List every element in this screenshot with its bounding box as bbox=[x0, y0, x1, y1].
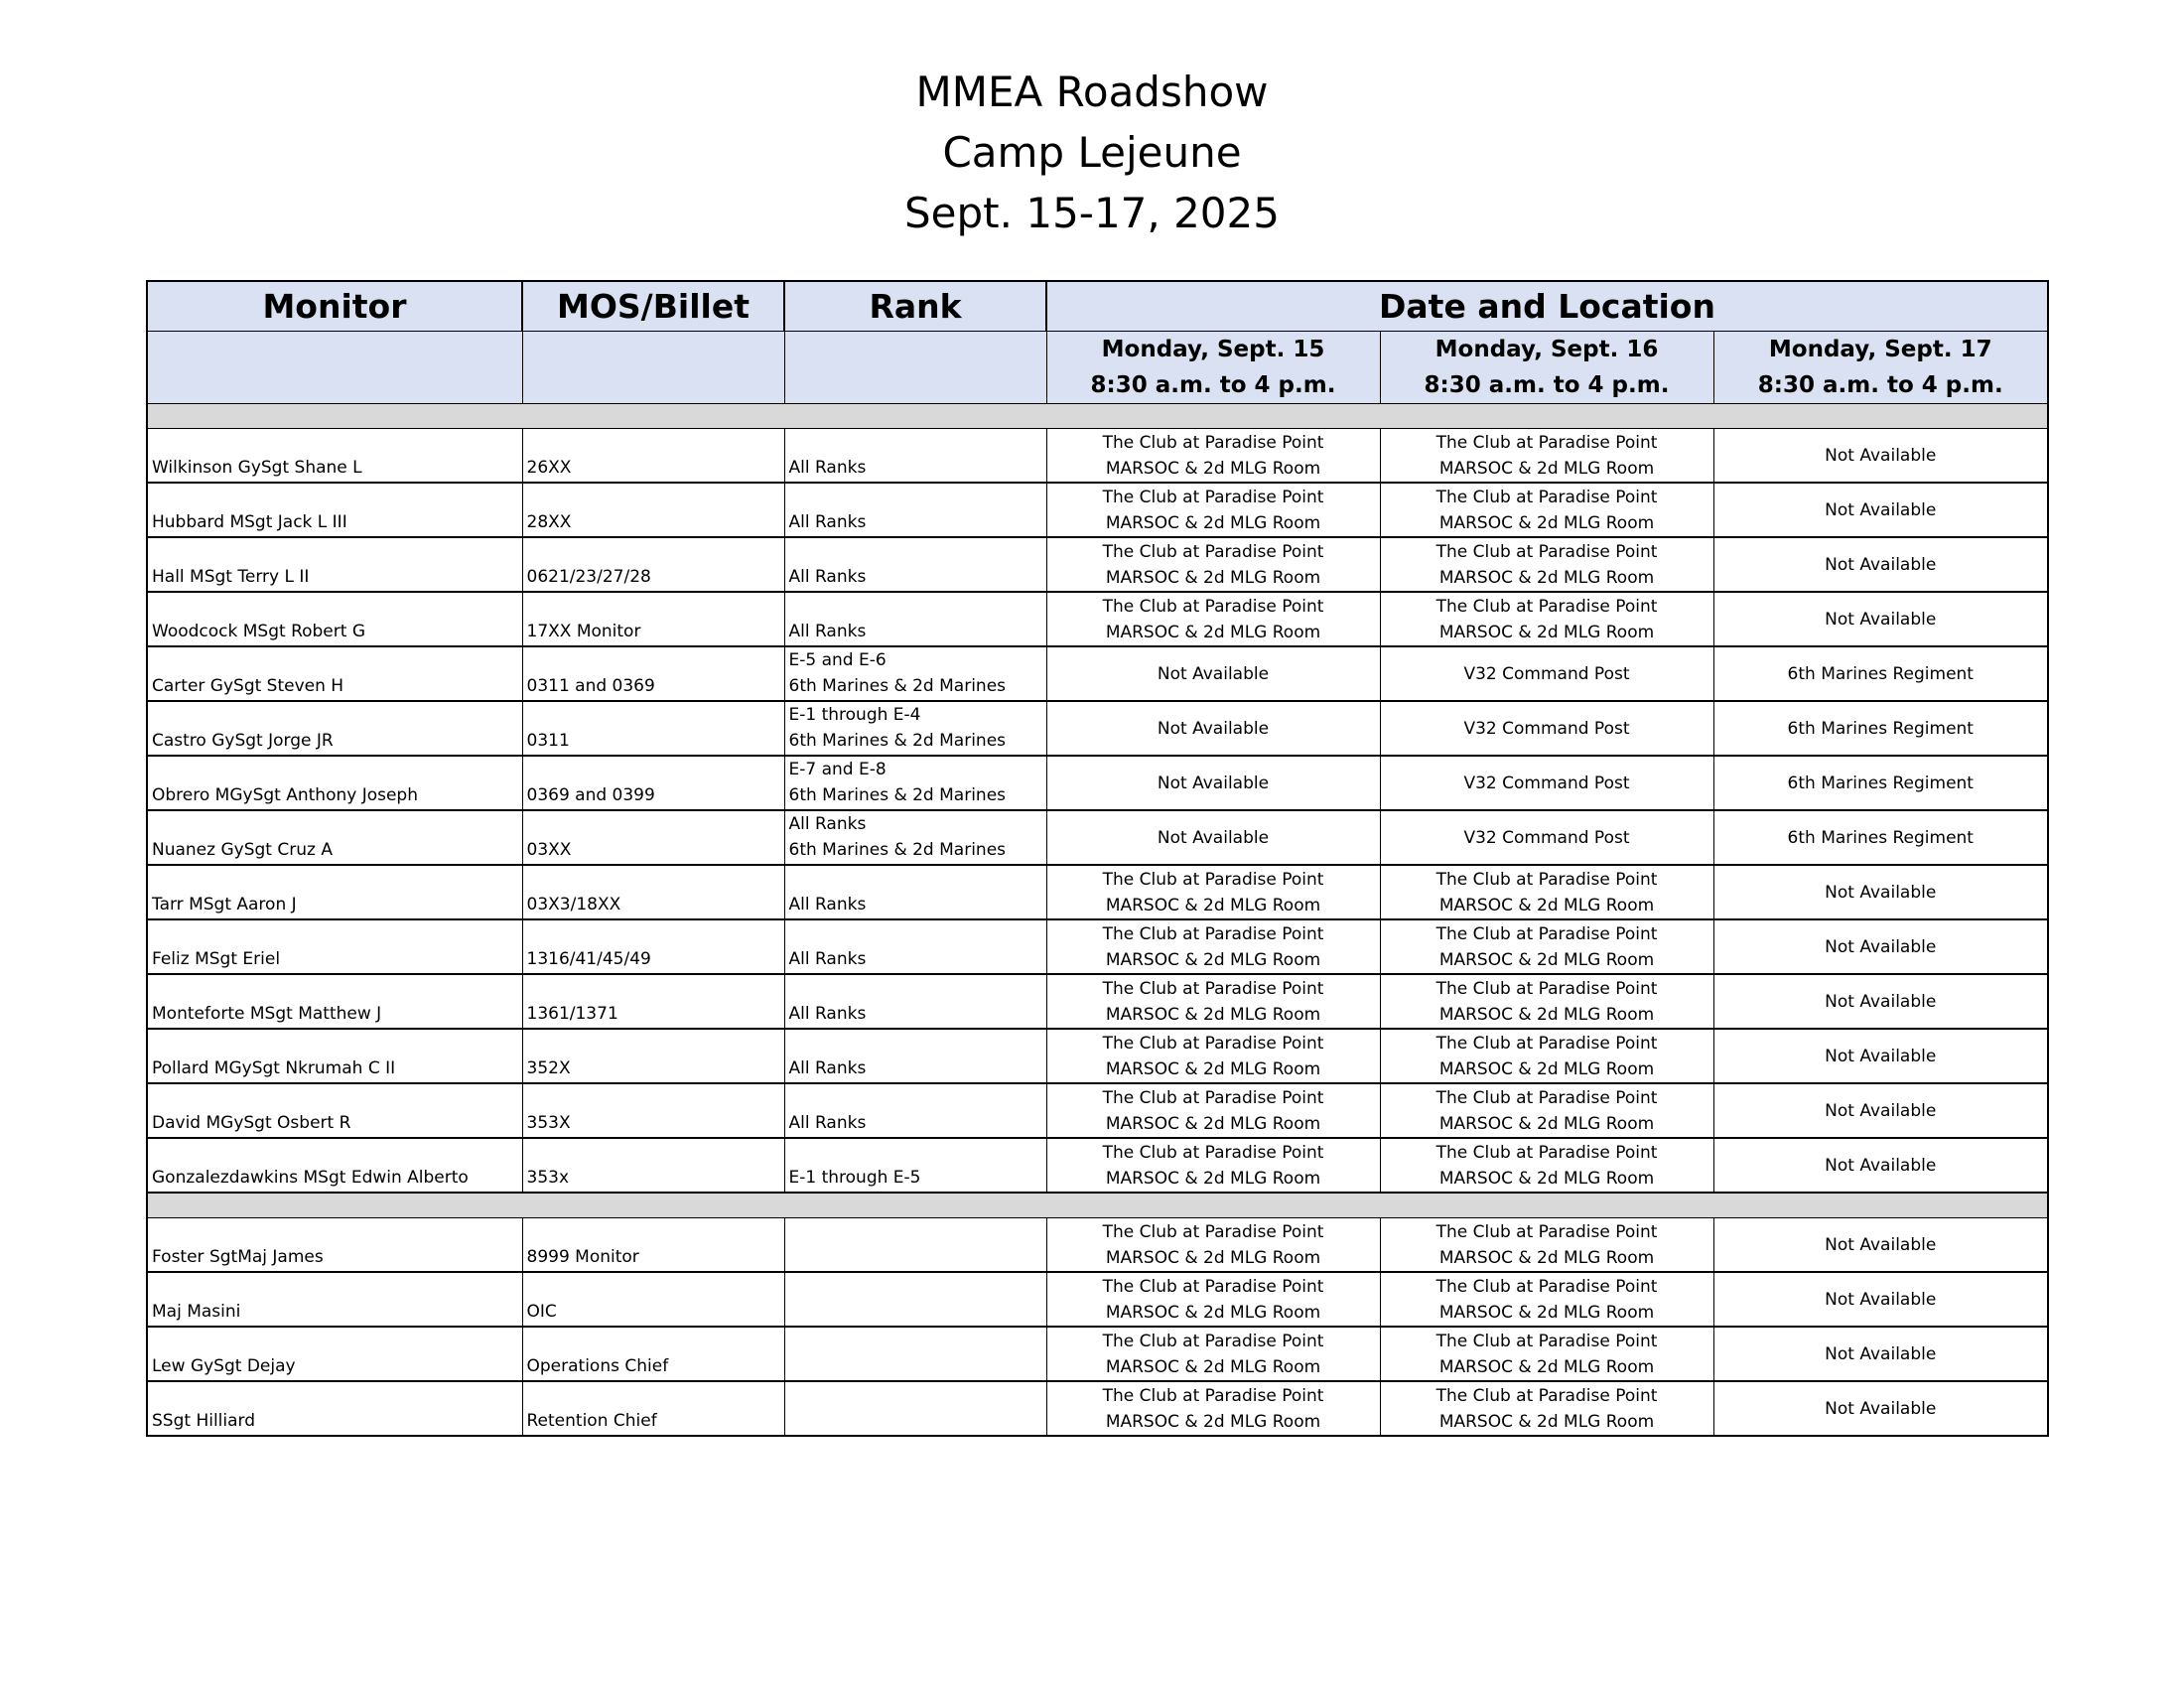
day2-cell bbox=[1380, 429, 1713, 484]
day2-cell bbox=[1380, 756, 1713, 810]
day3-cell bbox=[1713, 1083, 2048, 1138]
rank-cell bbox=[784, 974, 1046, 1029]
table-row bbox=[147, 701, 2048, 756]
day2-cell bbox=[1380, 1029, 1713, 1083]
day3-line: Not Available bbox=[1825, 1234, 1937, 1255]
subheader-blank bbox=[784, 332, 1046, 404]
monitor-cell: Tarr MSgt Aaron J bbox=[147, 865, 522, 919]
day3-line: Not Available bbox=[1825, 991, 1937, 1012]
day1-line-1: Not Available bbox=[1157, 773, 1270, 793]
day2-line-2: MARSOC & 2d MLG Room bbox=[1438, 567, 1655, 588]
rank-cell bbox=[784, 756, 1046, 810]
rank-cell bbox=[784, 592, 1046, 646]
title-event: MMEA Roadshow bbox=[915, 68, 1269, 116]
rank-line-1: All Ranks bbox=[788, 895, 867, 914]
rank-cell bbox=[784, 865, 1046, 919]
day2-line-1: V32 Command Post bbox=[1463, 718, 1630, 739]
monitor-cell: Carter GySgt Steven H bbox=[147, 646, 522, 701]
day3-line: Not Available bbox=[1825, 882, 1937, 903]
day2-cell bbox=[1380, 865, 1713, 919]
day-time: 8:30 a.m. to 4 p.m. bbox=[1424, 372, 1670, 398]
day1-cell bbox=[1046, 756, 1380, 810]
day2-line-1: The Club at Paradise Point bbox=[1435, 1033, 1658, 1054]
rank-cell bbox=[784, 701, 1046, 756]
day2-line-2: MARSOC & 2d MLG Room bbox=[1438, 1113, 1655, 1134]
day2-cell bbox=[1380, 537, 1713, 592]
day1-cell bbox=[1046, 1029, 1380, 1083]
day1-cell bbox=[1046, 1138, 1380, 1193]
rank-cell bbox=[784, 1083, 1046, 1138]
monitor-cell: Hall MSgt Terry L II bbox=[147, 537, 522, 592]
header-date-location: Date and Location bbox=[1046, 281, 2048, 332]
day2-line-1: The Club at Paradise Point bbox=[1435, 1385, 1658, 1406]
day1-line-2: MARSOC & 2d MLG Room bbox=[1105, 949, 1321, 970]
day1-cell bbox=[1046, 646, 1380, 701]
monitor-cell: Gonzalezdawkins MSgt Edwin Alberto bbox=[147, 1138, 522, 1193]
rank-cell bbox=[784, 1272, 1046, 1327]
mos-cell: 353X bbox=[522, 1083, 784, 1138]
day2-line-2: MARSOC & 2d MLG Room bbox=[1438, 1356, 1655, 1377]
day2-line-1: The Club at Paradise Point bbox=[1435, 1276, 1658, 1297]
day1-cell bbox=[1046, 1083, 1380, 1138]
day3-line: 6th Marines Regiment bbox=[1787, 718, 1974, 739]
document-title bbox=[0, 62, 2184, 243]
day2-cell bbox=[1380, 646, 1713, 701]
mos-cell: 1361/1371 bbox=[522, 974, 784, 1029]
day1-line-2: MARSOC & 2d MLG Room bbox=[1105, 458, 1321, 479]
day1-line-2: MARSOC & 2d MLG Room bbox=[1105, 1302, 1321, 1323]
rank-cell bbox=[784, 429, 1046, 484]
day3-cell bbox=[1713, 974, 2048, 1029]
separator-cell bbox=[147, 404, 2048, 429]
day3-cell bbox=[1713, 756, 2048, 810]
rank-cell bbox=[784, 1029, 1046, 1083]
monitor-cell: Pollard MGySgt Nkrumah C II bbox=[147, 1029, 522, 1083]
day1-cell bbox=[1046, 429, 1380, 484]
day1-line-2: MARSOC & 2d MLG Room bbox=[1105, 1004, 1321, 1025]
day3-cell bbox=[1713, 592, 2048, 646]
mos-cell: 03X3/18XX bbox=[522, 865, 784, 919]
day3-line: Not Available bbox=[1825, 554, 1937, 575]
day3-line: Not Available bbox=[1825, 1289, 1937, 1310]
day2-line-2: MARSOC & 2d MLG Room bbox=[1438, 1058, 1655, 1079]
subheader-row bbox=[147, 332, 2048, 404]
day1-cell bbox=[1046, 1327, 1380, 1381]
table-row bbox=[147, 865, 2048, 919]
table-row bbox=[147, 974, 2048, 1029]
day3-line: 6th Marines Regiment bbox=[1787, 663, 1974, 684]
day2-line-1: The Club at Paradise Point bbox=[1435, 923, 1658, 944]
rank-line-1: All Ranks bbox=[788, 512, 867, 532]
monitor-cell: Wilkinson GySgt Shane L bbox=[147, 429, 522, 484]
monitor-cell: Monteforte MSgt Matthew J bbox=[147, 974, 522, 1029]
rank-cell bbox=[784, 1138, 1046, 1193]
schedule-body bbox=[147, 404, 2048, 1437]
day1-cell bbox=[1046, 1272, 1380, 1327]
day2-line-1: V32 Command Post bbox=[1463, 827, 1630, 848]
day3-cell bbox=[1713, 1327, 2048, 1381]
monitor-cell: SSgt Hilliard bbox=[147, 1381, 522, 1436]
day3-cell bbox=[1713, 1029, 2048, 1083]
day2-line-1: The Club at Paradise Point bbox=[1435, 978, 1658, 999]
monitor-cell: Maj Masini bbox=[147, 1272, 522, 1327]
day-time: 8:30 a.m. to 4 p.m. bbox=[1090, 372, 1336, 398]
mos-cell: 0311 bbox=[522, 701, 784, 756]
monitor-cell: Foster SgtMaj James bbox=[147, 1218, 522, 1273]
table-row bbox=[147, 756, 2048, 810]
table-row bbox=[147, 1327, 2048, 1381]
day1-cell bbox=[1046, 1381, 1380, 1436]
day3-cell bbox=[1713, 429, 2048, 484]
day2-line-2: MARSOC & 2d MLG Room bbox=[1438, 1411, 1655, 1432]
monitor-cell: Nuanez GySgt Cruz A bbox=[147, 810, 522, 865]
day2-line-1: The Club at Paradise Point bbox=[1435, 541, 1658, 562]
mos-cell: 28XX bbox=[522, 483, 784, 537]
mos-cell: 03XX bbox=[522, 810, 784, 865]
day1-line-2: MARSOC & 2d MLG Room bbox=[1105, 895, 1321, 915]
day2-line-2: MARSOC & 2d MLG Room bbox=[1438, 1302, 1655, 1323]
day1-line-2: MARSOC & 2d MLG Room bbox=[1105, 1411, 1321, 1432]
rank-line-2: 6th Marines & 2d Marines bbox=[788, 731, 1007, 751]
day-label: Monday, Sept. 16 bbox=[1434, 337, 1659, 362]
mos-cell: 353x bbox=[522, 1138, 784, 1193]
day1-line-1: The Club at Paradise Point bbox=[1102, 978, 1324, 999]
day3-line: Not Available bbox=[1825, 499, 1937, 520]
rank-line-1: All Ranks bbox=[788, 814, 867, 834]
subheader-blank bbox=[147, 332, 522, 404]
day1-cell bbox=[1046, 701, 1380, 756]
day1-line-1: The Club at Paradise Point bbox=[1102, 869, 1324, 890]
day2-cell bbox=[1380, 1381, 1713, 1436]
mos-cell: 26XX bbox=[522, 429, 784, 484]
day3-cell bbox=[1713, 1381, 2048, 1436]
rank-line-1: All Ranks bbox=[788, 1058, 867, 1078]
table-row bbox=[147, 429, 2048, 484]
rank-line-1: E-1 through E-4 bbox=[788, 705, 921, 725]
rank-cell bbox=[784, 810, 1046, 865]
day1-cell bbox=[1046, 865, 1380, 919]
rank-line-1: All Ranks bbox=[788, 949, 867, 969]
day3-cell bbox=[1713, 537, 2048, 592]
day2-cell bbox=[1380, 592, 1713, 646]
day3-line: Not Available bbox=[1825, 1398, 1937, 1419]
mos-cell: 352X bbox=[522, 1029, 784, 1083]
day2-line-1: The Club at Paradise Point bbox=[1435, 1331, 1658, 1351]
day2-cell bbox=[1380, 1138, 1713, 1193]
rank-line-1: E-7 and E-8 bbox=[788, 760, 887, 779]
day3-line: Not Available bbox=[1825, 1155, 1937, 1176]
day2-cell bbox=[1380, 1272, 1713, 1327]
mos-cell: 1316/41/45/49 bbox=[522, 919, 784, 974]
day1-line-1: The Club at Paradise Point bbox=[1102, 487, 1324, 507]
day2-line-1: The Club at Paradise Point bbox=[1435, 1221, 1658, 1242]
day3-cell bbox=[1713, 865, 2048, 919]
mos-cell: 0621/23/27/28 bbox=[522, 537, 784, 592]
rank-line-1: All Ranks bbox=[788, 567, 867, 587]
separator-cell bbox=[147, 1193, 2048, 1218]
day1-line-2: MARSOC & 2d MLG Room bbox=[1105, 567, 1321, 588]
day3-cell bbox=[1713, 810, 2048, 865]
day3-cell bbox=[1713, 701, 2048, 756]
rank-cell bbox=[784, 483, 1046, 537]
rank-cell bbox=[784, 537, 1046, 592]
rank-line-2: 6th Marines & 2d Marines bbox=[788, 840, 1007, 860]
subheader-day-3 bbox=[1713, 332, 2048, 404]
day1-line-1: The Club at Paradise Point bbox=[1102, 1087, 1324, 1108]
rank-cell bbox=[784, 646, 1046, 701]
day2-line-1: The Club at Paradise Point bbox=[1435, 432, 1658, 453]
day1-line-2: MARSOC & 2d MLG Room bbox=[1105, 1247, 1321, 1268]
table-row bbox=[147, 810, 2048, 865]
rank-cell bbox=[784, 919, 1046, 974]
day3-cell bbox=[1713, 919, 2048, 974]
mos-cell: Operations Chief bbox=[522, 1327, 784, 1381]
day3-cell bbox=[1713, 483, 2048, 537]
day1-line-1: Not Available bbox=[1157, 718, 1270, 739]
monitor-cell: Castro GySgt Jorge JR bbox=[147, 701, 522, 756]
day1-line-1: The Club at Paradise Point bbox=[1102, 1331, 1324, 1351]
day2-line-2: MARSOC & 2d MLG Room bbox=[1438, 1004, 1655, 1025]
day1-line-2: MARSOC & 2d MLG Room bbox=[1105, 1168, 1321, 1189]
day2-line-2: MARSOC & 2d MLG Room bbox=[1438, 949, 1655, 970]
day1-line-1: The Club at Paradise Point bbox=[1102, 1221, 1324, 1242]
day1-line-1: The Club at Paradise Point bbox=[1102, 432, 1324, 453]
mos-cell: 17XX Monitor bbox=[522, 592, 784, 646]
mos-cell: 0369 and 0399 bbox=[522, 756, 784, 810]
subheader-blank bbox=[522, 332, 784, 404]
day3-line: Not Available bbox=[1825, 1046, 1937, 1066]
rank-cell bbox=[784, 1381, 1046, 1436]
day2-cell bbox=[1380, 1083, 1713, 1138]
schedule-table bbox=[146, 280, 2049, 1437]
day3-cell bbox=[1713, 1272, 2048, 1327]
day2-line-2: MARSOC & 2d MLG Room bbox=[1438, 622, 1655, 642]
rank-line-1: E-5 and E-6 bbox=[788, 650, 887, 670]
day1-line-1: The Club at Paradise Point bbox=[1102, 541, 1324, 562]
header-rank: Rank bbox=[784, 281, 1046, 332]
mos-cell: 8999 Monitor bbox=[522, 1218, 784, 1273]
day1-cell bbox=[1046, 483, 1380, 537]
day1-line-2: MARSOC & 2d MLG Room bbox=[1105, 1113, 1321, 1134]
day1-line-1: Not Available bbox=[1157, 663, 1270, 684]
day2-line-1: The Club at Paradise Point bbox=[1435, 1087, 1658, 1108]
monitor-cell: Lew GySgt Dejay bbox=[147, 1327, 522, 1381]
rank-line-1: E-1 through E-5 bbox=[788, 1168, 921, 1188]
day3-line: Not Available bbox=[1825, 609, 1937, 630]
day3-line: Not Available bbox=[1825, 936, 1937, 957]
rank-cell bbox=[784, 1327, 1046, 1381]
day2-cell bbox=[1380, 1218, 1713, 1273]
day3-line: Not Available bbox=[1825, 1343, 1937, 1364]
day2-line-1: V32 Command Post bbox=[1463, 663, 1630, 684]
table-row bbox=[147, 1381, 2048, 1436]
day2-cell bbox=[1380, 1327, 1713, 1381]
mos-cell: 0311 and 0369 bbox=[522, 646, 784, 701]
day1-cell bbox=[1046, 810, 1380, 865]
day2-line-2: MARSOC & 2d MLG Room bbox=[1438, 1168, 1655, 1189]
day2-cell bbox=[1380, 974, 1713, 1029]
day3-line: Not Available bbox=[1825, 1100, 1937, 1121]
rank-line-2: 6th Marines & 2d Marines bbox=[788, 676, 1007, 696]
day2-cell bbox=[1380, 701, 1713, 756]
day1-cell bbox=[1046, 537, 1380, 592]
title-dates: Sept. 15-17, 2025 bbox=[904, 189, 1280, 237]
monitor-cell: Hubbard MSgt Jack L III bbox=[147, 483, 522, 537]
day-time: 8:30 a.m. to 4 p.m. bbox=[1757, 372, 2003, 398]
mos-cell: OIC bbox=[522, 1272, 784, 1327]
day1-line-2: MARSOC & 2d MLG Room bbox=[1105, 512, 1321, 533]
table-row bbox=[147, 646, 2048, 701]
day2-cell bbox=[1380, 810, 1713, 865]
day1-line-1: The Club at Paradise Point bbox=[1102, 923, 1324, 944]
day1-cell bbox=[1046, 1218, 1380, 1273]
title-location: Camp Lejeune bbox=[942, 128, 1242, 177]
day1-line-1: The Club at Paradise Point bbox=[1102, 1276, 1324, 1297]
table-row bbox=[147, 592, 2048, 646]
day2-cell bbox=[1380, 483, 1713, 537]
day3-line: Not Available bbox=[1825, 445, 1937, 466]
rank-line-1: All Ranks bbox=[788, 1113, 867, 1133]
table-row bbox=[147, 1218, 2048, 1273]
table-row bbox=[147, 1138, 2048, 1193]
day1-cell bbox=[1046, 592, 1380, 646]
day1-cell bbox=[1046, 974, 1380, 1029]
day2-cell bbox=[1380, 919, 1713, 974]
header-monitor: Monitor bbox=[147, 281, 522, 332]
header-row bbox=[147, 281, 2048, 332]
day1-line-1: The Club at Paradise Point bbox=[1102, 1033, 1324, 1054]
day1-line-1: The Club at Paradise Point bbox=[1102, 596, 1324, 617]
monitor-cell: Feliz MSgt Eriel bbox=[147, 919, 522, 974]
subheader-day-2 bbox=[1380, 332, 1713, 404]
day2-line-2: MARSOC & 2d MLG Room bbox=[1438, 458, 1655, 479]
day2-line-1: The Club at Paradise Point bbox=[1435, 869, 1658, 890]
day2-line-1: The Club at Paradise Point bbox=[1435, 596, 1658, 617]
rank-cell bbox=[784, 1218, 1046, 1273]
table-row bbox=[147, 1272, 2048, 1327]
day2-line-2: MARSOC & 2d MLG Room bbox=[1438, 1247, 1655, 1268]
day1-line-1: The Club at Paradise Point bbox=[1102, 1142, 1324, 1163]
day1-cell bbox=[1046, 919, 1380, 974]
day2-line-2: MARSOC & 2d MLG Room bbox=[1438, 512, 1655, 533]
rank-line-1: All Ranks bbox=[788, 622, 867, 641]
day1-line-2: MARSOC & 2d MLG Room bbox=[1105, 1058, 1321, 1079]
rank-line-2: 6th Marines & 2d Marines bbox=[788, 785, 1007, 805]
day1-line-2: MARSOC & 2d MLG Room bbox=[1105, 1356, 1321, 1377]
day3-line: 6th Marines Regiment bbox=[1787, 773, 1974, 793]
day3-cell bbox=[1713, 1218, 2048, 1273]
day1-line-2: MARSOC & 2d MLG Room bbox=[1105, 622, 1321, 642]
day3-cell bbox=[1713, 646, 2048, 701]
day3-cell bbox=[1713, 1138, 2048, 1193]
section-separator bbox=[147, 404, 2048, 429]
table-row bbox=[147, 537, 2048, 592]
table-row bbox=[147, 919, 2048, 974]
monitor-cell: Woodcock MSgt Robert G bbox=[147, 592, 522, 646]
day2-line-1: The Club at Paradise Point bbox=[1435, 487, 1658, 507]
subheader-day-1 bbox=[1046, 332, 1380, 404]
day2-line-1: The Club at Paradise Point bbox=[1435, 1142, 1658, 1163]
table-row bbox=[147, 1083, 2048, 1138]
mos-cell: Retention Chief bbox=[522, 1381, 784, 1436]
table-row bbox=[147, 483, 2048, 537]
day2-line-2: MARSOC & 2d MLG Room bbox=[1438, 895, 1655, 915]
day-label: Monday, Sept. 17 bbox=[1768, 337, 1992, 362]
day1-line-1: Not Available bbox=[1157, 827, 1270, 848]
rank-line-1: All Ranks bbox=[788, 1004, 867, 1024]
monitor-cell: David MGySgt Osbert R bbox=[147, 1083, 522, 1138]
rank-line-1: All Ranks bbox=[788, 458, 867, 478]
section-separator bbox=[147, 1193, 2048, 1218]
day3-line: 6th Marines Regiment bbox=[1787, 827, 1974, 848]
day-label: Monday, Sept. 15 bbox=[1101, 337, 1325, 362]
day1-line-1: The Club at Paradise Point bbox=[1102, 1385, 1324, 1406]
monitor-cell: Obrero MGySgt Anthony Joseph bbox=[147, 756, 522, 810]
header-mos: MOS/Billet bbox=[522, 281, 784, 332]
day2-line-1: V32 Command Post bbox=[1463, 773, 1630, 793]
table-row bbox=[147, 1029, 2048, 1083]
